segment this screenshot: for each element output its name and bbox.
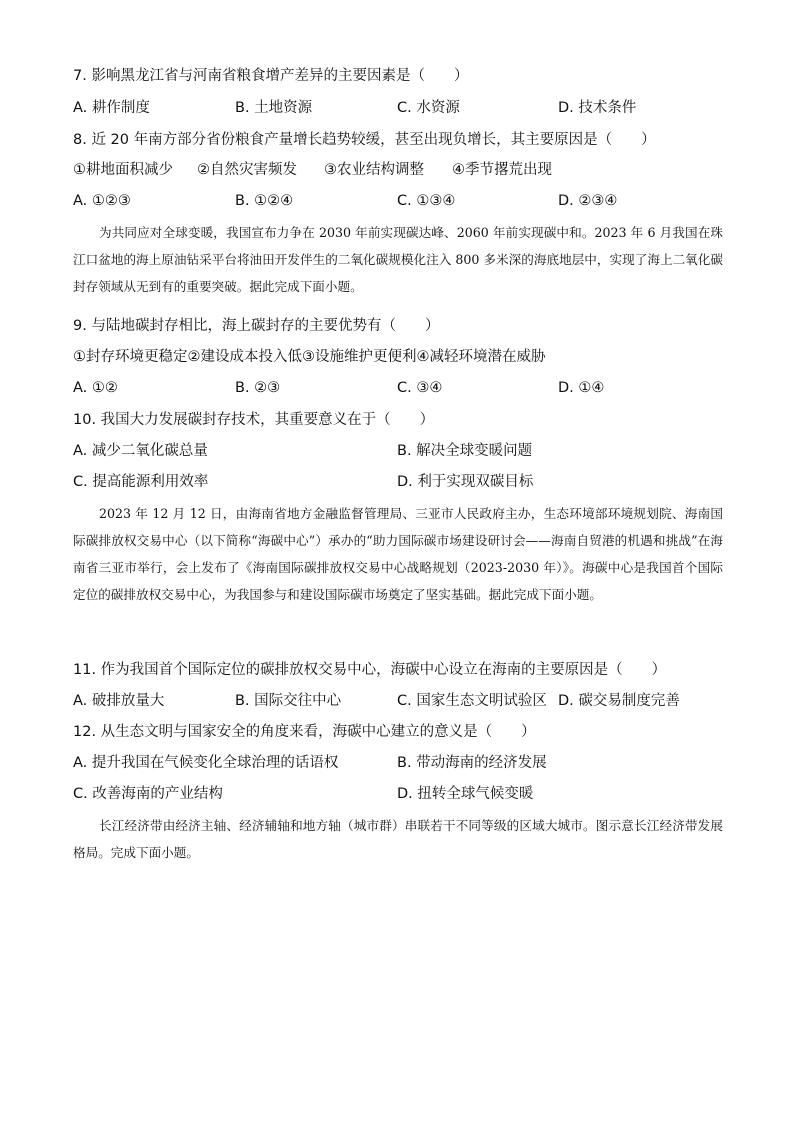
reading-passage-1 <box>73 219 723 300</box>
question-10-option-a: A. 减少二氧化碳总量 <box>73 443 208 459</box>
question-12-stem: 12. 从生态文明与国家安全的角度来看，海碳中心建立的意义是（ ） <box>73 724 536 740</box>
passage-3-text: 长江经济带由经济主轴、经济辅轴和地方轴（城市群）串联若干不同等级的区域大城市。图示意长江经济带发展格局。完成下面小题。 <box>73 818 723 860</box>
question-12-option-d: D. 扭转全球气候变暖 <box>397 786 534 802</box>
question-8-item-2: ②自然灾害频发 <box>197 162 297 178</box>
question-7-option-c: C. 水资源 <box>397 100 460 116</box>
question-8-option-d: D. ②③④ <box>558 193 618 209</box>
question-12-option-c: C. 改善海南的产业结构 <box>73 786 223 802</box>
question-11-option-a: A. 破排放量大 <box>73 693 165 709</box>
question-11-option-b: B. 国际交往中心 <box>235 693 342 709</box>
question-10-option-c: C. 提高能源利用效率 <box>73 474 209 490</box>
question-7-option-b: B. 土地资源 <box>235 100 313 116</box>
passage-2-text: 2023 年 12 月 12 日，由海南省地方金融监督管理局、三亚市人民政府主办，生态环境部环境规划院、海南国际碳排放权交易中心（以下简称“海碳中心”）承办的“助力国际碳市场建设研讨会——海南自贸港的机遇和挑战”在海南省三亚市举行，会上发布了《海南国际碳排放权交易中心战略规划（2023-2030 年）》。海碳中心是我国首个国际定位的碳排放权交易中心，为我国参与和建设国际碳市场奠定了坚实基础。据此完成下面小题。 <box>73 506 723 602</box>
passage-1-text: 为共同应对全球变暖，我国宣布力争在 2030 年前实现碳达峰、2060 年前实现碳中和。2023 年 6 月我国在珠江口盆地的海上原油钻采平台将油田开发伴生的二氧化碳规模化注入 800 多米深的海底地层中，实现了海上二氧化碳封存领域从无到有的重要突破。据此完成下面小题。 <box>73 225 723 294</box>
question-9-option-a: A. ①② <box>73 380 118 396</box>
question-11-option-d: D. 碳交易制度完善 <box>558 693 680 709</box>
question-8-option-a: A. ①②③ <box>73 193 131 209</box>
question-9-option-c: C. ③④ <box>397 380 443 396</box>
question-9-option-d: D. ①④ <box>558 380 605 396</box>
question-12-option-b: B. 带动海南的经济发展 <box>397 755 547 771</box>
question-8-option-b: B. ①②④ <box>235 193 294 209</box>
question-10-option-b: B. 解决全球变暖问题 <box>397 443 533 459</box>
question-8-stem: 8. 近 20 年南方部分省份粮食产量增长趋势较缓，甚至出现负增长，其主要原因是（ ） <box>73 132 656 148</box>
question-7-option-d: D. 技术条件 <box>558 100 637 116</box>
question-11-option-c: C. 国家生态文明试验区 <box>397 693 547 709</box>
question-9-items: ①封存环境更稳定②建设成本投入低③设施维护更便利④减轻环境潜在威胁 <box>73 349 546 365</box>
question-10-stem: 10. 我国大力发展碳封存技术，其重要意义在于（ ） <box>73 412 435 428</box>
question-9-option-b: B. ②③ <box>235 380 281 396</box>
reading-passage-2 <box>73 500 723 608</box>
question-8-item-3: ③农业结构调整 <box>324 162 424 178</box>
question-8-option-c: C. ①③④ <box>397 193 456 209</box>
question-7-stem: 7. 影响黑龙江省与河南省粮食增产差异的主要因素是（ ） <box>73 68 469 84</box>
question-8-item-1: ①耕地面积减少 <box>73 162 173 178</box>
question-10-option-d: D. 利于实现双碳目标 <box>397 474 534 490</box>
reading-passage-3 <box>73 812 723 866</box>
question-8-item-4: ④季节撂荒出现 <box>452 162 552 178</box>
question-11-stem: 11. 作为我国首个国际定位的碳排放权交易中心，海碳中心设立在海南的主要原因是（ ） <box>73 662 667 678</box>
question-7-option-a: A. 耕作制度 <box>73 100 150 116</box>
question-12-option-a: A. 提升我国在气候变化全球治理的话语权 <box>73 755 339 771</box>
question-9-stem: 9. 与陆地碳封存相比，海上碳封存的主要优势有（ ） <box>73 318 440 334</box>
